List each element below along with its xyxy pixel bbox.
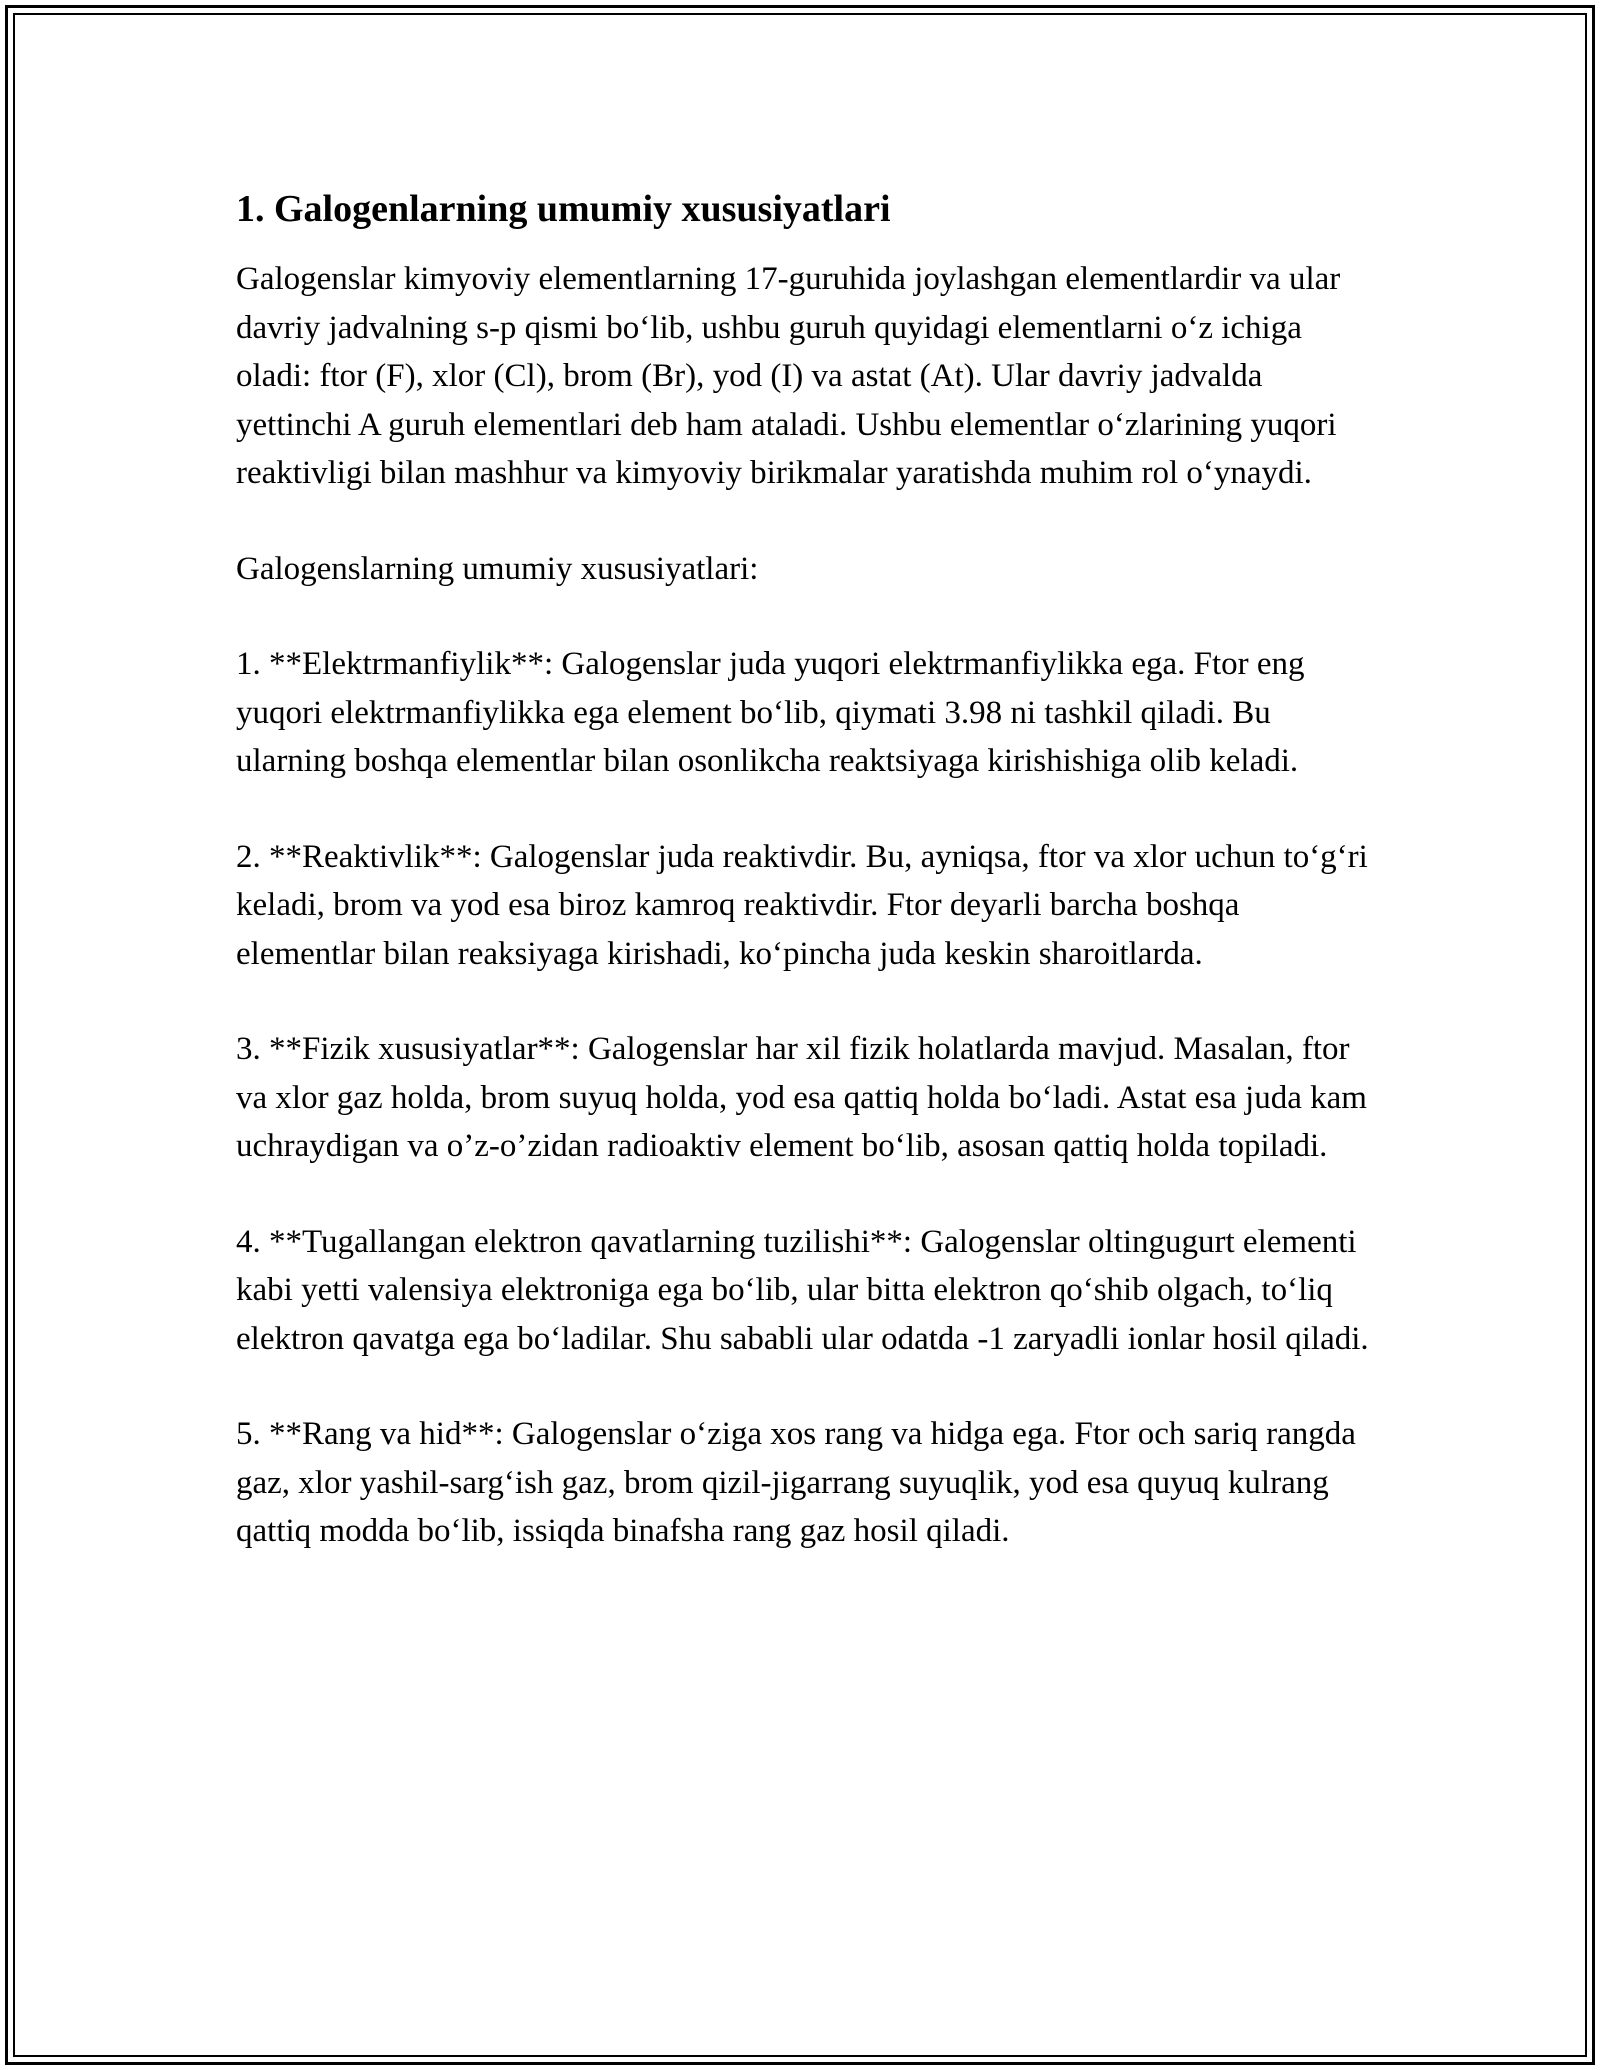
section-heading: 1. Galogenlarning umumiy xususiyatlari — [236, 188, 891, 230]
document-body — [236, 185, 1376, 1603]
intro-paragraph: Galogenslar kimyoviy elementlarning 17-guruhida joylashgan elementlardir va ular davriy jadvalning s-p qismi bo‘lib, ushbu guruh quyidagi elementlarni o‘z ichiga oladi: ftor (F), xlor (Cl), brom (Br), yod (I) va astat (At). Ular davriy jadvalda yettinchi A guruh elementlari deb ham ataladi. Ushbu elementlar o‘zlarining yuqori reaktivligi bilan mashhur va kimyoviy birikmalar yaratishda muhim rol o‘ynaydi. — [236, 261, 1341, 491]
list-item: 4. **Tugallangan elektron qavatlarning tuzilishi**: Galogenslar oltingugurt elementi kabi yetti valensiya elektroniga ega bo‘lib, ular bitta elektron qo‘shib olgach, to‘liq elektron qavatga ega bo‘ladilar. Shu sababli ular odatda -1 zaryadli ionlar hosil qiladi. — [236, 1223, 1369, 1357]
list-item: 1. **Elektrmanfiylik**: Galogenslar juda yuqori elektrmanfiylikka ega. Ftor eng yuqori elektrmanfiylikka ega element bo‘lib, qiymati 3.98 ni tashkil qiladi. Bu ularning boshqa elementlar bilan osonlikcha reaktsiyaga kirishishiga olib keladi. — [236, 646, 1305, 779]
list-item: 2. **Reaktivlik**: Galogenslar juda reaktivdir. Bu, ayniqsa, ftor va xlor uchun to‘g‘ri keladi, brom va yod esa biroz kamroq reaktivdir. Ftor deyarli barcha boshqa elementlar bilan reaksiyaga kirishadi, ko‘pincha juda keskin sharoitlarda. — [236, 838, 1368, 972]
list-item: 3. **Fizik xususiyatlar**: Galogenslar har xil fizik holatlarda mavjud. Masalan, ftor va xlor gaz holda, brom suyuq holda, yod esa qattiq holda bo‘ladi. Astat esa juda kam uchraydigan va o’z-o’zidan radioaktiv element bo‘lib, asosan qattiq holda topiladi. — [236, 1031, 1367, 1164]
list-item: 5. **Rang va hid**: Galogenslar o‘ziga xos rang va hidga ega. Ftor och sariq rangda gaz, xlor yashil-sarg‘ish gaz, brom qizil-jigarrang suyuqlik, yod esa quyuq kulrang qattiq modda bo‘lib, issiqda binafsha rang gaz hosil qiladi. — [236, 1416, 1356, 1549]
list-intro: Galogenslarning umumiy xususiyatlari: — [236, 550, 759, 587]
